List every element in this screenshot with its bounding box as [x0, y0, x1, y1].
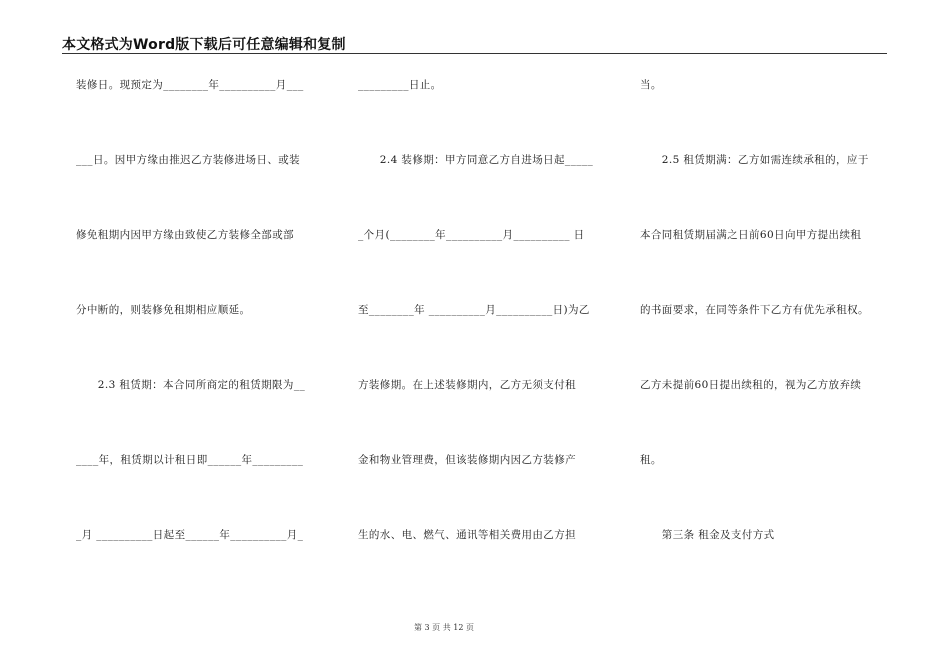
paragraph-line: 至________年 __________月__________日)为乙 [358, 304, 590, 316]
paragraph-line: 生的水、电、燃气、通讯等相关费用由乙方担 [358, 529, 576, 541]
section-heading: 第三条 租金及支付方式 [640, 529, 775, 541]
paragraph-line: _月 __________日起至______年__________月_ [76, 529, 304, 541]
paragraph-line: 2.4 装修期：甲方同意乙方自进场日起_____ [358, 154, 594, 166]
paragraph-line: ____年，租赁期以计租日即______年_________ [76, 454, 304, 466]
paragraph-line: 装修日。现预定为________年__________月___ [76, 79, 304, 91]
text-column-1 [76, 76, 324, 556]
paragraph-line: 2.5 租赁期满：乙方如需连续承租的，应于 [640, 154, 869, 166]
paragraph-line: 2.3 租赁期：本合同所商定的租赁期限为__ [76, 379, 306, 391]
paragraph-line: 金和物业管理费，但该装修期内因乙方装修产 [358, 454, 576, 466]
paragraph-line: 租。 [640, 454, 662, 466]
text-column-2 [358, 76, 608, 556]
paragraph-line: 方装修期。在上述装修期内，乙方无须支付租 [358, 379, 576, 391]
page-number: 第 3 页 共 12 页 [414, 623, 474, 632]
paragraph-line: 分中断的，则装修免租期相应顺延。 [76, 304, 251, 316]
paragraph-line: 的书面要求，在同等条件下乙方有优先承租权。 [640, 304, 869, 316]
paragraph-line: _________日止。 [358, 79, 442, 91]
paragraph-line: ___日。因甲方缘由推迟乙方装修进场日、或装 [76, 154, 301, 166]
paragraph-line: 本合同租赁期届满之日前60日向甲方提出续租 [640, 229, 862, 241]
paragraph-line: 乙方未提前60日提出续租的，视为乙方放弃续 [640, 379, 862, 391]
paragraph-line: 当。 [640, 79, 662, 91]
header-divider [62, 53, 887, 54]
text-column-3 [640, 76, 890, 556]
paragraph-line: 修免租期内因甲方缘由致使乙方装修全部或部 [76, 229, 294, 241]
document-header-title: 本文格式为Word版下载后可任意编辑和复制 [62, 37, 346, 53]
paragraph-line: _个月(________年__________月__________ 日 [358, 229, 585, 241]
